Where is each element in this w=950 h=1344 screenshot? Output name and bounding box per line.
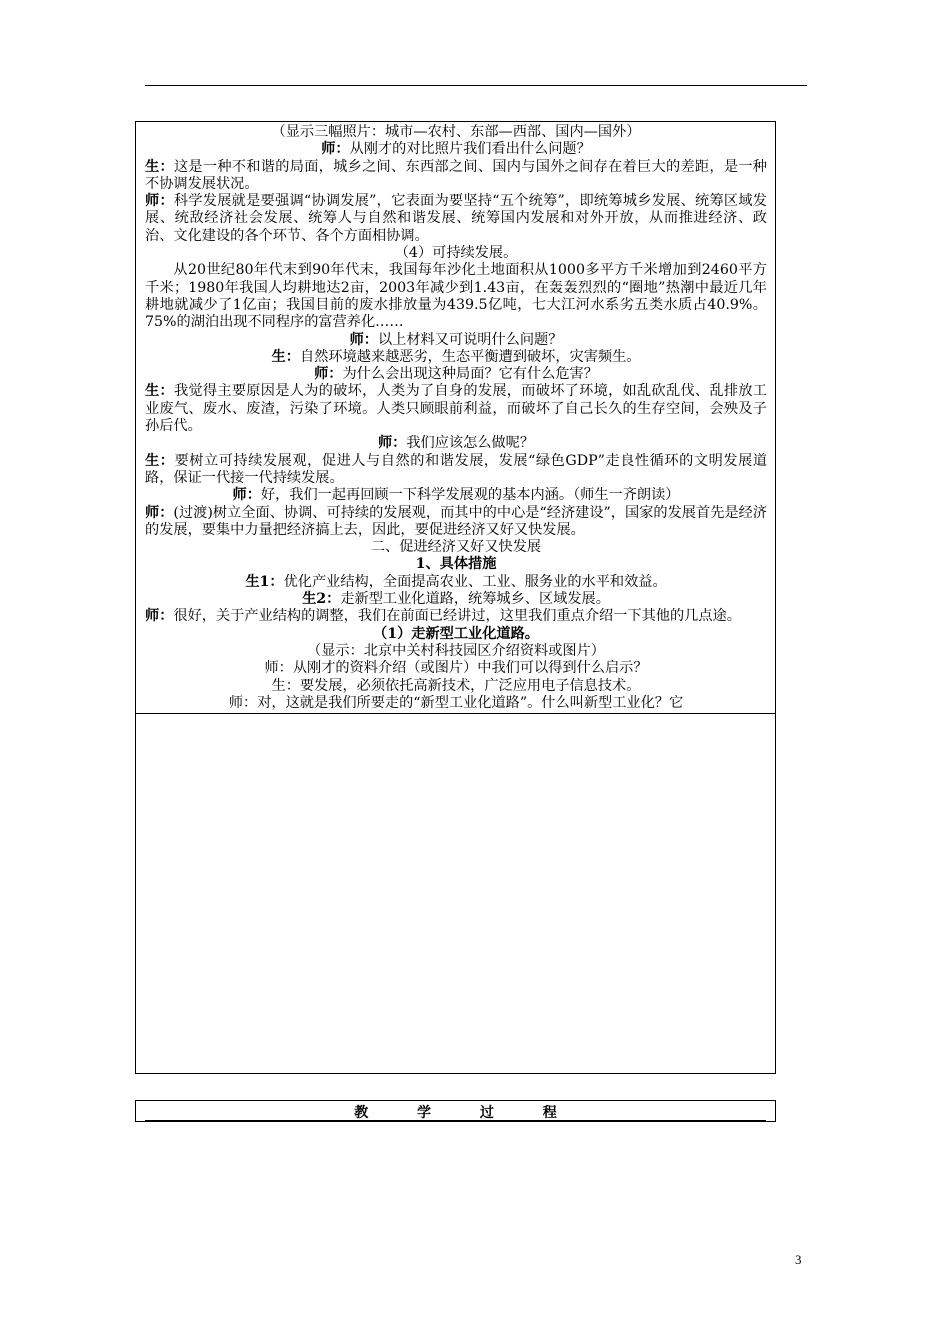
paragraph <box>145 383 767 435</box>
speaker-label: 师： <box>321 141 350 158</box>
speaker-label: 生： <box>145 158 174 175</box>
paragraph <box>145 660 767 677</box>
paragraph <box>145 643 767 660</box>
paragraph-text: （1）走新型工业化道路。 <box>373 625 539 642</box>
speaker-label: 师： <box>145 504 174 521</box>
paragraph <box>145 245 767 262</box>
paragraph <box>145 453 767 488</box>
paragraph-text: （显示三幅照片：城市—农村、东部—西部、国内—国外） <box>271 124 641 140</box>
section-title: 教 学 过 程 <box>354 1105 579 1121</box>
speaker-label: 师： <box>377 435 407 452</box>
paragraph <box>145 695 767 712</box>
paragraph-text: 这是一种不和谐的局面，城乡之间、东西部之间、国内与国外之间存在着巨大的差距，是一种不协调发展状况。 <box>145 158 767 192</box>
section-title-underline <box>145 1120 766 1121</box>
paragraph-text: （显示：北京中关村科技园区介绍资料或图片） <box>307 642 605 659</box>
paragraph-text: 自然环境越来越恶劣，生态平衡遭到破坏，灾害频生。 <box>299 348 641 365</box>
paragraph <box>145 435 767 452</box>
speaker-label: 师： <box>145 608 174 625</box>
paragraph <box>145 366 767 383</box>
paragraph-text: (过渡)树立全面、协调、可持续的发展观，而其中的中心是“经济建设”，国家的发展首先是经济的发展，要集中力量把经济搞上去，因此，要促进经济又好又快发展。 <box>145 504 767 538</box>
speaker-label: 生1： <box>245 573 284 590</box>
paragraph-text: （4）可持续发展。 <box>394 245 518 262</box>
paragraph <box>145 626 767 643</box>
paragraph-text: 要树立可持续发展观，促进人与自然的和谐发展，发展“绿色GDP”走良性循环的文明发展道路，保证一代接一代持续发展。 <box>145 452 767 486</box>
paragraph-text: 我觉得主要原因是人为的破坏，人类为了自身的发展，而破坏了环境，如乱砍乱伐、乱排放工业废气、废水、废渣，污染了环境。人类只顾眼前利益，而破坏了自己长久的生存空间，会殃及子孙后代。 <box>145 383 767 435</box>
paragraph <box>145 556 767 573</box>
paragraph <box>145 591 767 608</box>
speaker-label: 生： <box>145 383 174 400</box>
paragraph <box>145 193 767 245</box>
paragraph-text: 从20世纪80年代末到90年代末，我国每年沙化土地面积从1000多平方千米增加到2460平方千米；1980年我国人均耕地达2亩，2003年减少到1.43亩，在轰轰烈烈的“圈地”热潮中最近几年耕地就减少了1亿亩；我国目前的废水排放量为439.5亿吨，七大江河水系劣五类水质占40.9%。75%的湖泊出现不同程序的富营养化…… <box>145 262 767 331</box>
paragraph-text: 好，我们一起再回顾一下科学发展观的基本内涵。（师生一齐朗读） <box>260 487 680 504</box>
paragraph <box>145 159 767 194</box>
paragraph <box>145 332 767 349</box>
paragraph-text: 以上材料又可说明什么问题？ <box>377 331 563 348</box>
speaker-label: 师： <box>145 193 174 210</box>
paragraph <box>145 124 767 141</box>
paragraph-text: 很好，关于产业结构的调整，我们在前面已经讲过，这里我们重点介绍一下其他的几点途。 <box>173 608 741 625</box>
header-rule <box>145 85 807 86</box>
paragraph-text: 走新型工业化道路，统筹城乡、区域发展。 <box>340 591 610 608</box>
paragraph-text: 从刚才的对比照片我们看出什么问题？ <box>349 141 591 158</box>
paragraph-text: 师：对，这就是我们所要走的“新型工业化道路”。什么叫新型工业化？它 <box>228 694 684 711</box>
paragraph <box>145 349 767 366</box>
paragraph <box>145 262 767 331</box>
speaker-label: 师： <box>349 331 378 348</box>
speaker-label: 生： <box>271 348 300 365</box>
paragraph <box>145 487 767 504</box>
paragraph-text: 生：要发展，必须依托高新技术，广泛应用电子信息技术。 <box>271 677 641 694</box>
speaker-label: 师： <box>314 366 343 383</box>
paragraph-text: 科学发展就是要强调“协调发展”，它表面为要坚持“五个统筹”，即统筹城乡发展、统筹区域发展、统敌经济社会发展、统筹人与自然和谐发展、统筹国内发展和对外开放，从而推进经济、政治、文化建设的各个环节、各个方面相协调。 <box>145 193 767 244</box>
section-title-box <box>135 1100 776 1122</box>
paragraph-text: 为什么会出现这种局面？它有什么危害？ <box>342 366 598 383</box>
content-end-rule <box>136 713 775 714</box>
speaker-label: 师： <box>232 487 261 504</box>
paragraph-text: 优化产业结构，全面提高农业、工业、服务业的水平和效益。 <box>283 573 667 590</box>
paragraph <box>145 141 767 158</box>
paragraph <box>145 608 767 625</box>
speaker-label: 生： <box>145 452 175 469</box>
paragraph-text: 1、具体措施 <box>415 556 497 573</box>
speaker-label: 生2： <box>302 591 341 608</box>
lesson-content <box>145 124 767 712</box>
paragraph <box>145 574 767 591</box>
paragraph <box>145 505 767 540</box>
paragraph-text: 二、促进经济又好又快发展 <box>370 539 542 556</box>
lesson-content-box <box>135 121 776 1074</box>
paragraph-text: 我们应该怎么做呢？ <box>406 435 535 452</box>
page-number: 3 <box>795 1252 802 1267</box>
paragraph <box>145 678 767 695</box>
paragraph <box>145 539 767 556</box>
paragraph-text: 师：从刚才的资料介绍（或图片）中我们可以得到什么启示？ <box>264 660 648 677</box>
